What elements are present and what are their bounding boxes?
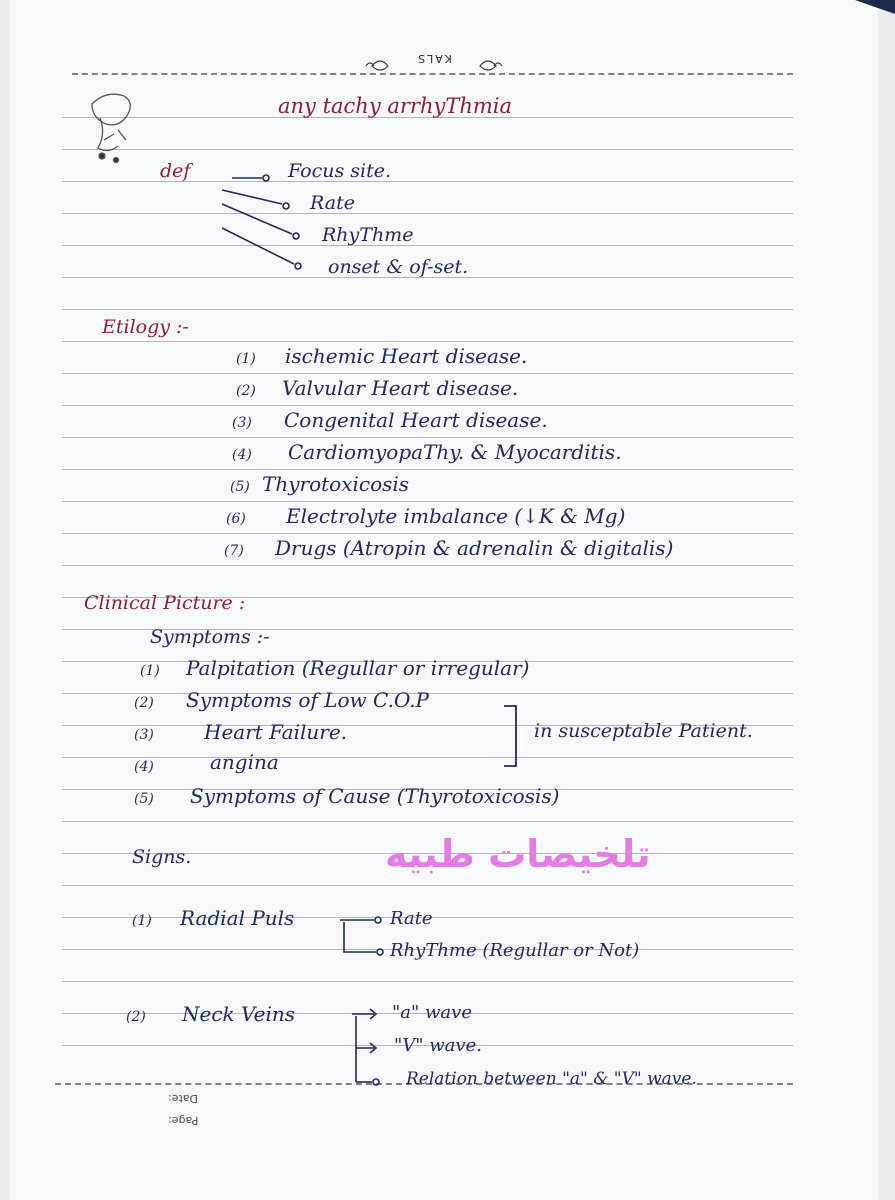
- footer-page-label: Page:: [168, 1114, 199, 1127]
- symptom-item: angina: [210, 750, 279, 774]
- def-item: RhyThme: [322, 224, 414, 246]
- symptom-num: (4): [134, 759, 154, 775]
- neck-vein-branches: [352, 1009, 379, 1085]
- etiology-item: Drugs (Atropin & adrenalin & digitalis): [275, 536, 674, 560]
- etiology-num: (7): [224, 543, 244, 559]
- sign-item: Radial Puls: [180, 906, 295, 930]
- etiology-item: Thyrotoxicosis: [262, 472, 410, 496]
- etiology-num: (5): [230, 479, 250, 495]
- symptom-item: Symptoms of Cause (Thyrotoxicosis): [190, 784, 560, 808]
- etiology-heading: Etilogy :-: [102, 316, 189, 338]
- clinical-heading: Clinical Picture :: [84, 592, 246, 614]
- etiology-item: Electrolyte imbalance (↓K & Mg): [286, 504, 626, 528]
- sign-branch: RhyThme (Regullar or Not): [390, 940, 640, 961]
- etiology-item: ischemic Heart disease.: [285, 344, 528, 368]
- sign-num: (1): [132, 913, 152, 929]
- sign-branch: Relation between "a" & "V" wave.: [406, 1069, 697, 1089]
- etiology-num: (2): [236, 383, 256, 399]
- doodle-icon: [92, 94, 130, 162]
- footer-date-label: Date:: [168, 1092, 198, 1105]
- page-title: any tachy arrhyThmia: [278, 94, 513, 118]
- bracket-note: in susceptable Patient.: [534, 720, 753, 742]
- symptom-num: (3): [134, 727, 154, 743]
- symptom-num: (1): [140, 663, 160, 679]
- watermark-text: تلخيصات طبيه: [385, 832, 651, 876]
- sign-branch: Rate: [390, 908, 433, 929]
- def-item: Rate: [310, 192, 355, 214]
- sign-branch: "V" wave.: [394, 1035, 482, 1056]
- etiology-num: (1): [236, 351, 256, 367]
- ornament-icon: [366, 61, 502, 70]
- symptom-num: (5): [134, 791, 154, 807]
- symptom-item: Heart Failure.: [204, 720, 348, 744]
- sign-branch: "a" wave: [392, 1002, 472, 1023]
- def-item: onset & of-set.: [328, 256, 469, 278]
- etiology-num: (3): [232, 415, 252, 431]
- signs-heading: Signs.: [132, 846, 192, 868]
- pulse-branches: [340, 917, 383, 955]
- etiology-num: (4): [232, 447, 252, 463]
- etiology-item: Congenital Heart disease.: [284, 408, 548, 432]
- def-label: def: [160, 160, 191, 182]
- symptom-num: (2): [134, 695, 154, 711]
- def-item: Focus site.: [288, 160, 391, 182]
- etiology-item: CardiomyopaThy. & Myocarditis.: [288, 440, 622, 464]
- definition-arrows: [222, 175, 301, 269]
- sign-num: (2): [126, 1009, 146, 1025]
- brand-mark: KALS: [416, 52, 452, 65]
- symptoms-bracket: [504, 706, 516, 766]
- etiology-num: (6): [226, 511, 246, 527]
- symptoms-heading: Symptoms :-: [150, 626, 270, 648]
- symptom-item: Symptoms of Low C.O.P: [186, 688, 430, 712]
- symptom-item: Palpitation (Regullar or irregular): [186, 656, 530, 680]
- etiology-item: Valvular Heart disease.: [282, 376, 519, 400]
- sign-item: Neck Veins: [182, 1002, 295, 1026]
